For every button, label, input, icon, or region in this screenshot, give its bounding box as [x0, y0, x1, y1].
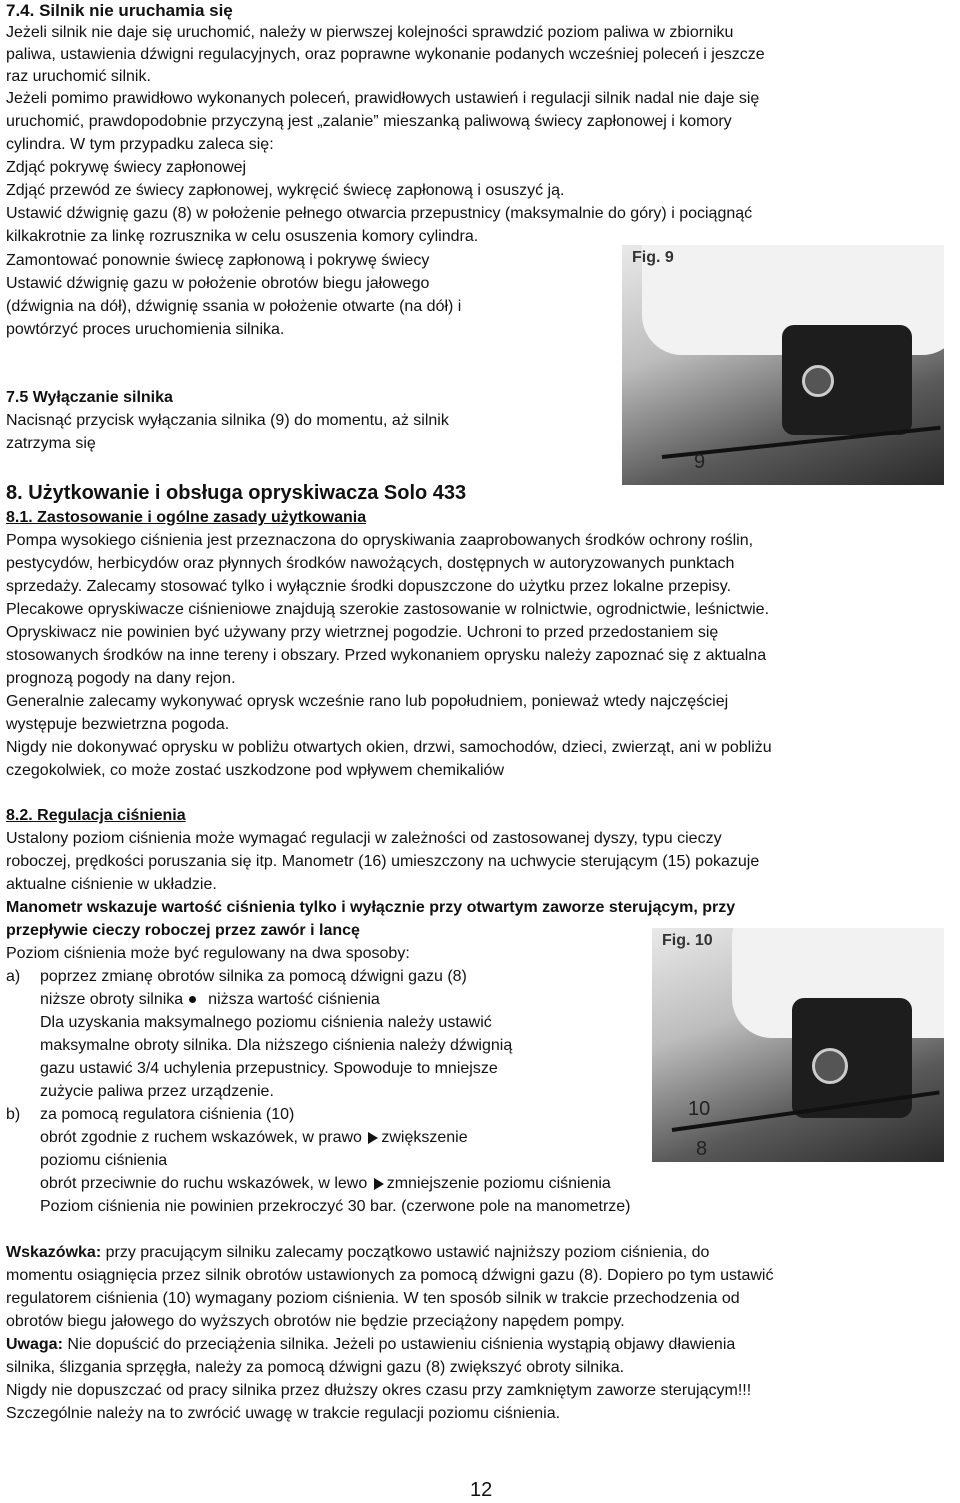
bold-note-line: Manometr wskazuje wartość ciśnienia tylko i wyłącznie przy otwartym zaworze sterującym, przy: [6, 899, 736, 916]
arrow-right-icon: [368, 1132, 378, 1144]
text-line: powtórzyć proces uruchomienia silnika.: [6, 321, 285, 338]
list-item-b-cw: [40, 1127, 468, 1149]
text-line: sprzedaży. Zalecamy stosować tylko i wyłącznie środki dopuszczone do użytku przez lokalne przepisy.: [6, 578, 732, 595]
cw-left: obrót zgodnie z ruchem wskazówek, w prawo: [40, 1129, 362, 1146]
callout-9: 9: [694, 451, 706, 473]
hint-label: Wskazówka:: [6, 1244, 102, 1261]
figure-10-label: Fig. 10: [662, 932, 713, 949]
text-line: Nigdy nie dopuszczać od pracy silnika przez dłuższy okres czasu przy zamkniętym zaworze sterującym!!!: [6, 1382, 752, 1399]
section-8-heading: 8. Użytkowanie i obsługa opryskiwacza Solo 433: [6, 482, 467, 504]
warning-text: Nie dopuścić do przeciążenia silnika. Jeżeli po ustawieniu ciśnienia wystąpią objawy dławienia: [62, 1336, 736, 1353]
list-marker-a: a): [6, 968, 21, 985]
text-line: Nacisnąć przycisk wyłączania silnika (9) do momentu, aż silnik: [6, 412, 449, 429]
section-8-1-heading: 8.1. Zastosowanie i ogólne zasady użytkowania: [6, 509, 367, 526]
text-line: czegokolwiek, co może zostać uszkodzone pod wpływem chemikaliów: [6, 762, 504, 779]
callout-10: 10: [688, 1098, 711, 1120]
text-line: paliwa, ustawienia dźwigni regulacyjnych, oraz poprawne wykonanie podanych wcześniej poleceń i jeszcze: [6, 46, 765, 63]
switch-knob: [802, 365, 834, 397]
step-line: Zdjąć przewód ze świecy zapłonowej, wykręcić świecę zapłonową i osuszyć ją.: [6, 182, 565, 199]
text-line: Dla uzyskania maksymalnego poziomu ciśnienia należy ustawić: [40, 1014, 492, 1031]
text-line: występuje bezwietrzna pogoda.: [6, 716, 230, 733]
text-line: Jeżeli pomimo prawidłowo wykonanych poleceń, prawidłowych ustawień i regulacji silnik nadal nie daje się: [6, 90, 760, 107]
text-line: momentu osiągnięcia przez silnik obrotów ustawionych za pomocą dźwigni gazu (8). Dopiero po tym ustawić: [6, 1267, 774, 1284]
text-line: uruchomić, prawdopodobnie przyczyną jest „zalanie” mieszanką paliwową świecy zapłonowej i komory: [6, 113, 732, 130]
text-line: gazu ustawić 3/4 uchylenia przepustnicy. Spowoduje to mniejsze: [40, 1060, 498, 1077]
figure-10-photo: [652, 928, 944, 1162]
list-item-a-effect: [40, 989, 380, 1011]
text-line: Ustawić dźwignię gazu (8) w położenie pełnego otwarcia przepustnicy (maksymalnie do góry) i pociągnąć: [6, 205, 753, 222]
page-number: 12: [470, 1479, 493, 1501]
regulator-knob: [812, 1048, 848, 1084]
bold-note-line: przepływie cieczy roboczej przez zawór i lancę: [6, 922, 360, 939]
text-line: Zamontować ponownie świecę zapłonową i pokrywę świecy: [6, 252, 430, 269]
text-line: Plecakowe opryskiwacze ciśnieniowe znajdują szerokie zastosowanie w rolnictwie, ogrodnictwie, leśnictwie.: [6, 601, 770, 618]
ccw-left: obrót przeciwnie do ruchu wskazówek, w lewo: [40, 1175, 368, 1192]
text-line: silnika, ślizgania sprzęgła, należy za pomocą dźwigni gazu (8) zwiększyć obroty silnika.: [6, 1359, 625, 1376]
text-line: Pompa wysokiego ciśnienia jest przeznaczona do opryskiwania zaaprobowanych środków ochrony roślin,: [6, 532, 754, 549]
text-line: stosowanych środków na inne tereny i obszary. Przed wykonaniem oprysku należy zapoznać się z aktualna: [6, 647, 767, 664]
list-item-a-title: poprzez zmianę obrotów silnika za pomocą dźwigni gazu (8): [40, 968, 467, 985]
text-line: prognozą pogody na dany rejon.: [6, 670, 236, 687]
text-line: Jeżeli silnik nie daje się uruchomić, należy w pierwszej kolejności sprawdzić poziom paliwa w zbiorniku: [6, 24, 734, 41]
text-line: obrotów biegu jałowego do wyższych obrotów nie będzie przeciążony napędem pompy.: [6, 1313, 625, 1330]
text-line: raz uruchomić silnik.: [6, 68, 151, 85]
text-line: Poziom ciśnienia nie powinien przekroczyć 30 bar. (czerwone pole na manometrze): [40, 1198, 631, 1215]
text-line: roboczej, prędkości poruszania się itp. Manometr (16) umieszczony na uchwycie sterującym (15) pokazuje: [6, 853, 760, 870]
text-line: Szczególnie należy na to zwrócić uwagę w trakcie regulacji poziomu ciśnienia.: [6, 1405, 561, 1422]
bullet-dot-icon: [189, 996, 196, 1003]
text-line: Poziom ciśnienia może być regulowany na dwa sposoby:: [6, 945, 410, 962]
figure-9-label: Fig. 9: [632, 249, 674, 266]
callout-8: 8: [696, 1138, 708, 1160]
arrow-right-icon: [374, 1178, 384, 1190]
text-line: Nigdy nie dokonywać oprysku w pobliżu otwartych okien, drzwi, samochodów, dzieci, zwierząt, ani w pobliżu: [6, 739, 772, 756]
text-line: maksymalne obroty silnika. Dla niższego ciśnienia należy dźwignią: [40, 1037, 513, 1054]
text-line: cylindra. W tym przypadku zaleca się:: [6, 136, 274, 153]
figure-9-photo: [622, 245, 944, 485]
text-line: pestycydów, herbicydów oraz płynnych środków nawożących, dostępnych w autoryzowanych punktach: [6, 555, 735, 572]
effect-left: niższe obroty silnika: [40, 991, 184, 1008]
section-7-4-heading: 7.4. Silnik nie uruchamia się: [6, 1, 233, 20]
hint-line: [6, 1242, 709, 1264]
text-line: regulatorem ciśnienia (10) wymagany poziom ciśnienia. W ten sposób silnik w trakcie przechodzenia od: [6, 1290, 740, 1307]
text-line: zatrzyma się: [6, 435, 96, 452]
hint-text: przy pracującym silniku zalecamy początkowo ustawić najniższy poziom ciśnienia, do: [101, 1244, 710, 1261]
list-marker-b: b): [6, 1106, 21, 1123]
text-line: poziomu ciśnienia: [40, 1152, 168, 1169]
text-line: Opryskiwacz nie powinien być używany przy wietrznej pogodzie. Uchroni to przed przedostaniem się: [6, 624, 719, 641]
text-line: (dźwignia na dół), dźwignię ssania w położenie otwarte (na dół) i: [6, 298, 462, 315]
text-line: Generalnie zalecamy wykonywać oprysk wcześnie rano lub popołudniem, ponieważ wtedy najczęściej: [6, 693, 729, 710]
text-line: aktualne ciśnienie w układzie.: [6, 876, 217, 893]
ccw-right: zmniejszenie poziomu ciśnienia: [386, 1175, 611, 1192]
text-line: zużycie paliwa przez urządzenie.: [40, 1083, 274, 1100]
list-item-b-ccw: [40, 1173, 611, 1195]
section-8-2-heading: 8.2. Regulacja ciśnienia: [6, 807, 186, 824]
step-line: Zdjąć pokrywę świecy zapłonowej: [6, 159, 247, 176]
warning-label: Uwaga:: [6, 1336, 63, 1353]
text-line: Ustalony poziom ciśnienia może wymagać regulacji w zależności od zastosowanej dyszy, typu cieczy: [6, 830, 722, 847]
section-7-5-heading: 7.5 Wyłączanie silnika: [6, 389, 173, 406]
text-line: Ustawić dźwignię gazu w położenie obrotów biegu jałowego: [6, 275, 430, 292]
effect-right: niższa wartość ciśnienia: [208, 991, 380, 1008]
warning-line: [6, 1334, 735, 1356]
list-item-b-title: za pomocą regulatora ciśnienia (10): [40, 1106, 295, 1123]
text-line: kilkakrotnie za linkę rozrusznika w celu osuszenia komory cylindra.: [6, 228, 479, 245]
cw-right: zwiększenie: [381, 1129, 468, 1146]
